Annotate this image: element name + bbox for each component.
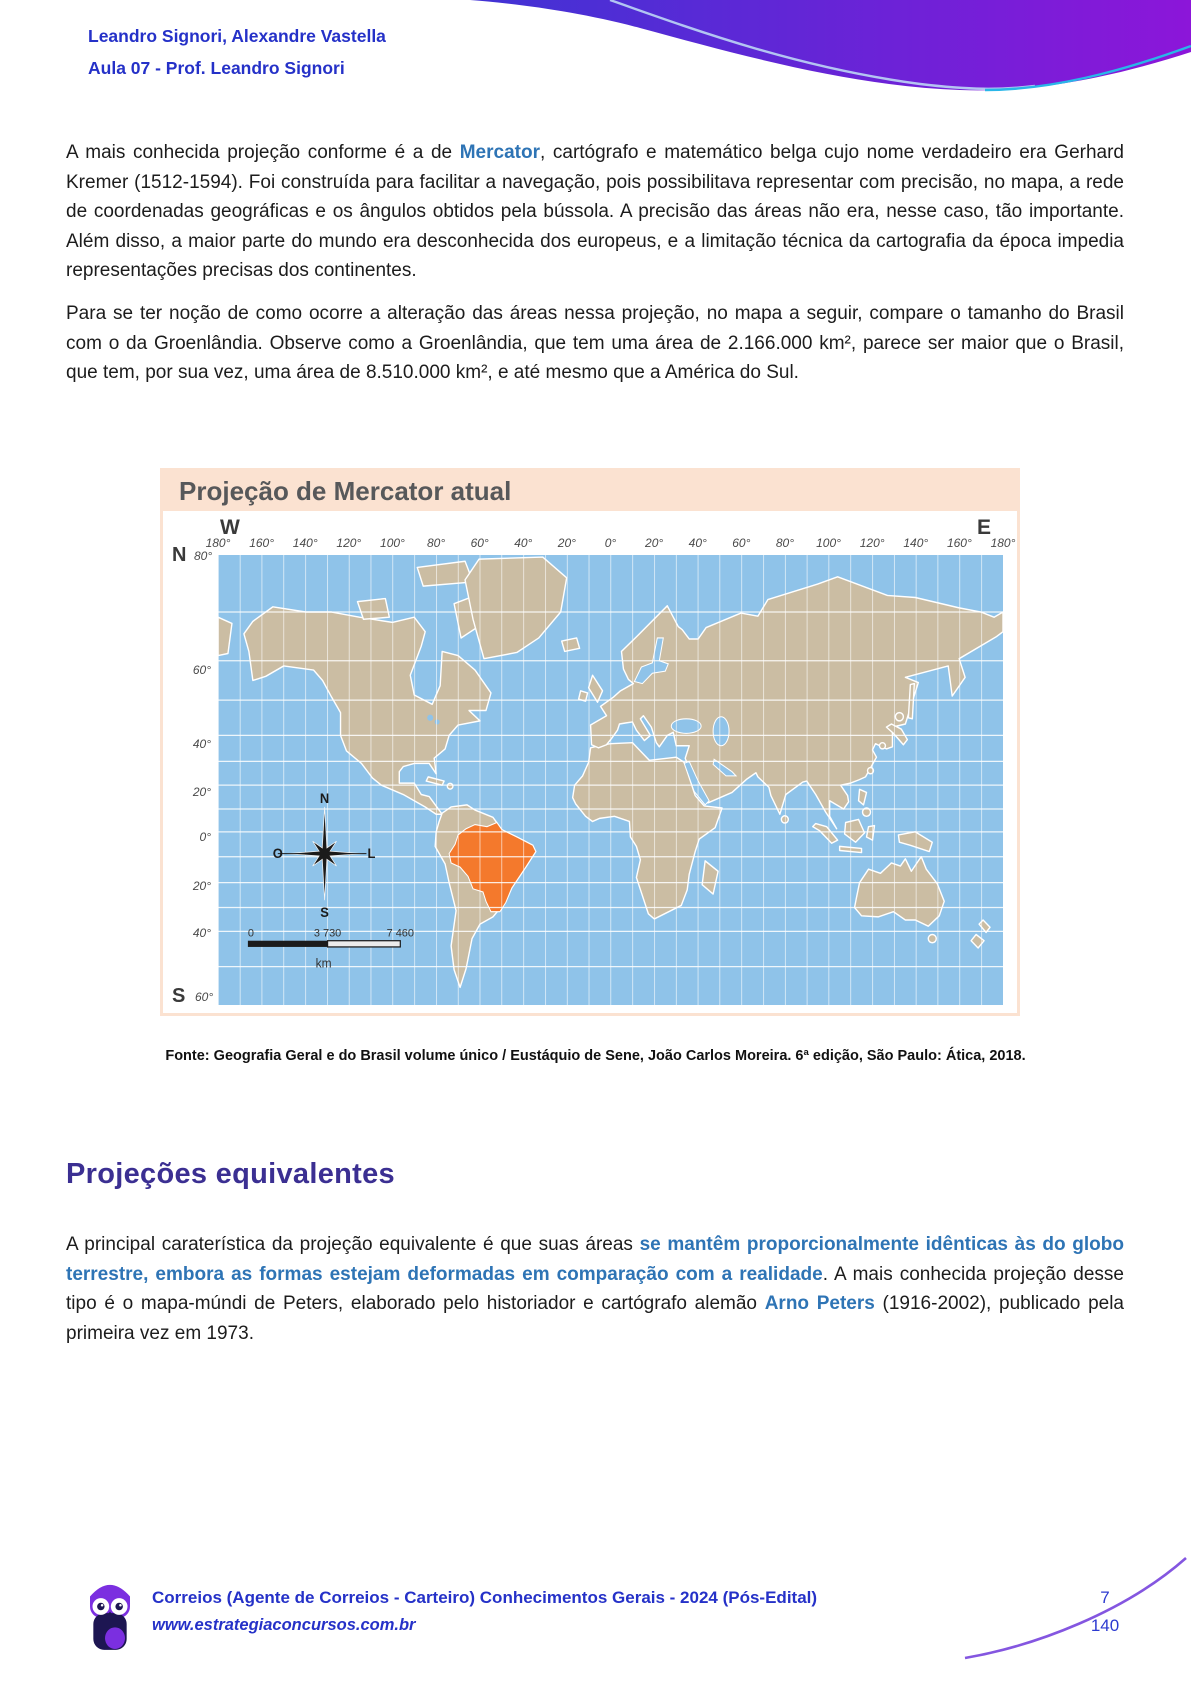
north-letter: N (172, 544, 187, 566)
latitude-ticks (163, 555, 213, 1005)
longitude-tick: 80° (775, 536, 795, 550)
p3-text-mid: . A mais conhecida projeção desse tipo é o mapa-múndi de Peters, elaborado pelo historiador e cartógrafo alemão (66, 1263, 1124, 1315)
longitude-tick: 40° (688, 536, 707, 550)
longitude-tick: 100° (380, 536, 405, 550)
scale-zero-label: 0 (247, 927, 254, 940)
longitude-tick: 40° (514, 536, 533, 550)
p1-keyword-mercator: Mercator (459, 142, 540, 163)
longitude-tick: 100° (816, 536, 841, 550)
mercator-world-map (218, 555, 1003, 1005)
footer-website-url: www.estrategiaconcursos.com.br (152, 1616, 416, 1634)
section-title: Projeções equivalentes (66, 1158, 395, 1190)
longitude-tick: 20° (645, 536, 664, 550)
paragraph-mercator (66, 138, 1124, 286)
p3-text-before: A principal caraterística da projeção equivalente é que suas áreas (66, 1234, 640, 1255)
estrategia-owl-logo (85, 1576, 135, 1652)
footer-course-title: Correios (Agente de Correios - Carteiro) Conhecimentos Gerais - 2024 (Pós-Edital) (152, 1588, 818, 1607)
p1-text-after: , cartógrafo e matemático belga cujo nome verdadeiro era Gerhard Kremer (1512-1594). Foi construída para facilitar a navegação, pois possibilitava representar com precisão, no mapa, a rede de coordenadas geográficas e os ângulos obtidos pela bússola. A precisão das áreas não era, nesse caso, tão importante. Além disso, a maior parte do mundo era desconhecida dos europeus, e a limitação técnica da cartografia da época impedia representações precisas dos continentes. (66, 142, 1124, 282)
compass-east-label: L (367, 845, 376, 861)
north-latitude-tick: 80° (194, 549, 213, 563)
header-lesson: Aula 07 - Prof. Leandro Signori (88, 58, 345, 78)
map-title: Projeção de Mercator atual (163, 471, 1017, 511)
p1-text-before: A mais conhecida projeção conforme é a de (66, 142, 460, 163)
longitude-tick: 120° (336, 536, 362, 550)
latitude-tick: 40° (192, 737, 211, 751)
longitude-ticks (205, 536, 1016, 552)
south-letter: S (172, 985, 186, 1007)
latitude-tick: 20° (192, 879, 211, 893)
east-letter: E (977, 516, 992, 539)
p3-highlight-areas: se mantêm proporcionalmente idênticas às do globo terrestre, embora as formas estejam deformadas em comparação com a realidade (66, 1234, 1124, 1285)
longitude-tick: 0° (604, 536, 617, 550)
longitude-tick: 20° (557, 536, 576, 550)
p3-text-after: (1916-2002), publicado pela primeira vez em 1973. (66, 1293, 1124, 1344)
south-latitude-tick: 60° (195, 990, 214, 1004)
longitude-tick: 60° (732, 536, 751, 550)
paragraph-areas: Para se ter noção de como ocorre a alteração das áreas nessa projeção, no mapa a seguir, compare o tamanho do Brasil com o da Groenlândia. Observe como a Groenlândia, que tem uma área de 2.166.000 km², parece ser maior que o Brasil, que tem, por sua vez, uma área de 8.510.000 km², e até mesmo que a América do Sul. (66, 303, 1124, 384)
latitude-tick: 0° (199, 830, 211, 844)
longitude-tick: 60° (470, 536, 489, 550)
longitude-tick: 160° (946, 536, 972, 550)
compass-west-label: O (272, 845, 283, 861)
footer-arc-graphic (940, 1550, 1191, 1684)
map-figure-panel (160, 468, 1020, 1016)
page-number-total: 140 (1090, 1616, 1120, 1635)
figure-caption: Fonte: Geografia Geral e do Brasil volume único / Eustáquio de Sene, João Carlos Moreira. 6ª edição, São Paulo: Ática, 2018. (165, 1048, 1026, 1064)
scale-max-label: 7 460 (386, 927, 415, 940)
paragraph-equivalent (66, 1230, 1124, 1348)
p3-keyword-arno-peters: Arno Peters (764, 1293, 875, 1315)
scale-mid-label: 3 730 (313, 927, 342, 940)
scale-unit-label: km (315, 956, 332, 971)
map-area (163, 511, 1017, 1016)
latitude-tick: 40° (192, 926, 211, 940)
longitude-tick: 140° (903, 536, 929, 550)
page-header (88, 26, 386, 79)
compass-north-label: N (319, 790, 330, 806)
header-authors: Leandro Signori, Alexandre Vastella (88, 26, 386, 46)
longitude-tick: 80° (426, 536, 446, 550)
longitude-tick: 160° (249, 536, 275, 550)
longitude-tick: 140° (292, 536, 318, 550)
latitude-tick: 60° (192, 663, 211, 677)
longitude-tick: 180° (990, 536, 1016, 550)
latitude-tick: 20° (192, 785, 211, 799)
longitude-tick: 120° (859, 536, 885, 550)
west-letter: W (220, 516, 240, 539)
page-number-current: 7 (1100, 1588, 1110, 1607)
compass-south-label: S (320, 904, 329, 920)
longitude-tick: 180° (205, 536, 231, 550)
